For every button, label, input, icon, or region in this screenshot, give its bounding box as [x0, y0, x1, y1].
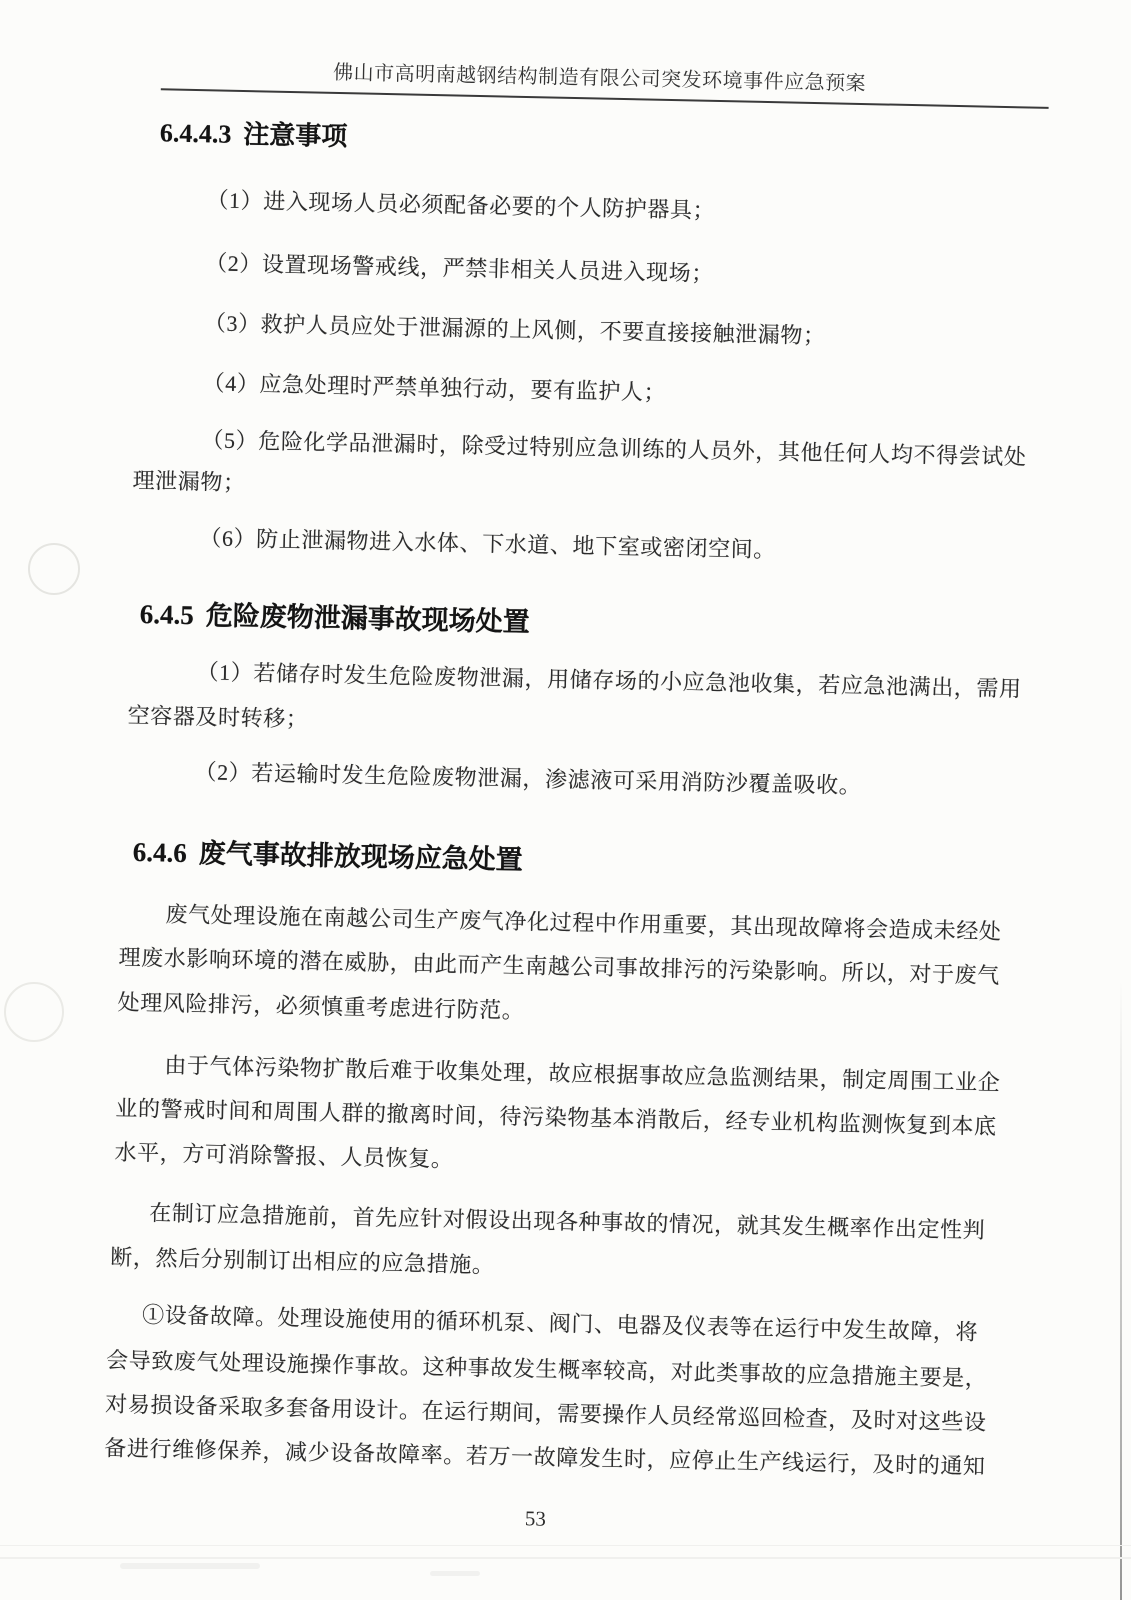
paragraph-line: （1）若储存时发生危险废物泄漏，用储存场的小应急池收集，若应急池满出，需用 — [196, 659, 1022, 702]
section-heading-645 — [139, 592, 530, 639]
paragraph-line: 空容器及时转移； — [127, 702, 309, 732]
scan-smudge — [120, 1563, 260, 1569]
list-item-line: （4）应急处理时严禁单独行动，要有监护人； — [202, 370, 667, 405]
section-heading-646 — [132, 830, 523, 877]
paragraph-line: 理废水影响环境的潜在威胁，由此而产生南越公司事故排污的污染影响。所以，对于废气 — [118, 944, 1001, 989]
section-title: 注意事项 — [243, 120, 348, 152]
paragraph-line: 断，然后分别制订出相应的应急措施。 — [110, 1244, 495, 1278]
scan-edge-line — [1120, 980, 1122, 1600]
hole-punch-mark — [28, 543, 80, 595]
list-item-line: （2）设置现场警戒线，严禁非相关人员进入现场； — [204, 250, 715, 286]
page-number: 53 — [524, 1506, 547, 1531]
paragraph-line: 会导致废气处理设施操作事故。这种事故发生概率较高，对此类事故的应急措施主要是， — [105, 1347, 988, 1391]
section-heading-6443 — [160, 112, 348, 153]
hole-punch-mark — [4, 982, 64, 1042]
paragraph-line: （2）若运输时发生危险废物泄漏，渗滤液可采用消防沙覆盖吸收。 — [194, 759, 862, 799]
scan-streak — [0, 1557, 1131, 1559]
paragraph-line: 备进行维修保养，减少设备故障率。若万一故障发生时，应停止生产线运行，及时的通知 — [104, 1435, 986, 1479]
list-item-line: 理泄漏物； — [132, 467, 246, 496]
list-item-line: （6）防止泄漏物进入水体、下水道、地下室或密闭空间。 — [199, 525, 777, 563]
paragraph-line: 对易损设备采取多套备用设计。在运行期间，需要操作人员经常巡回检查，及时对这些设 — [104, 1391, 987, 1435]
section-number: 6.4.4.3 — [159, 118, 232, 149]
scan-streak — [0, 1545, 1131, 1546]
paragraph-line: ①设备故障。处理设施使用的循环机泵、阀门、电器及仪表等在运行中发生故障，将 — [141, 1302, 979, 1345]
list-item-line: （3）救护人员应处于泄漏源的上风侧，不要直接接触泄漏物； — [203, 310, 826, 349]
header-divider — [161, 88, 1049, 109]
section-number: 6.4.6 — [132, 836, 188, 869]
list-item-line: （1）进入现场人员必须配备必要的个人防护器具； — [206, 187, 716, 223]
paragraph-line: 在制订应急措施前，首先应针对假设出现各种事故的情况，就其发生概率作出定性判 — [149, 1200, 986, 1243]
section-title: 废气事故排放现场应急处置 — [198, 838, 524, 876]
document-header-title: 佛山市高明南越钢结构制造有限公司突发环境事件应急预案 — [332, 61, 867, 96]
paragraph-line: 废气处理设施在南越公司生产废气净化过程中作用重要，其出现故障将会造成未经处 — [165, 901, 1002, 945]
section-title: 危险废物泄漏事故现场处置 — [205, 600, 531, 638]
list-item-line: （5）危险化学品泄漏时，除受过特别应急训练的人员外，其他任何人均不得尝试处 — [201, 427, 1027, 470]
paragraph-line: 水平，方可消除警报、人员恢复。 — [114, 1139, 454, 1172]
scan-smudge — [430, 1571, 480, 1576]
paragraph-line: 由于气体污染物扩散后难于收集处理，故应根据事故应急监测结果，制定周围工业企 — [164, 1052, 1001, 1096]
paragraph-line: 业的警戒时间和周围人群的撤离时间，待污染物基本消散后，经专业机构监测恢复到本底 — [115, 1095, 997, 1140]
section-number: 6.4.5 — [139, 598, 195, 631]
paragraph-line: 处理风险排污，必须慎重考虑进行防范。 — [117, 989, 525, 1024]
